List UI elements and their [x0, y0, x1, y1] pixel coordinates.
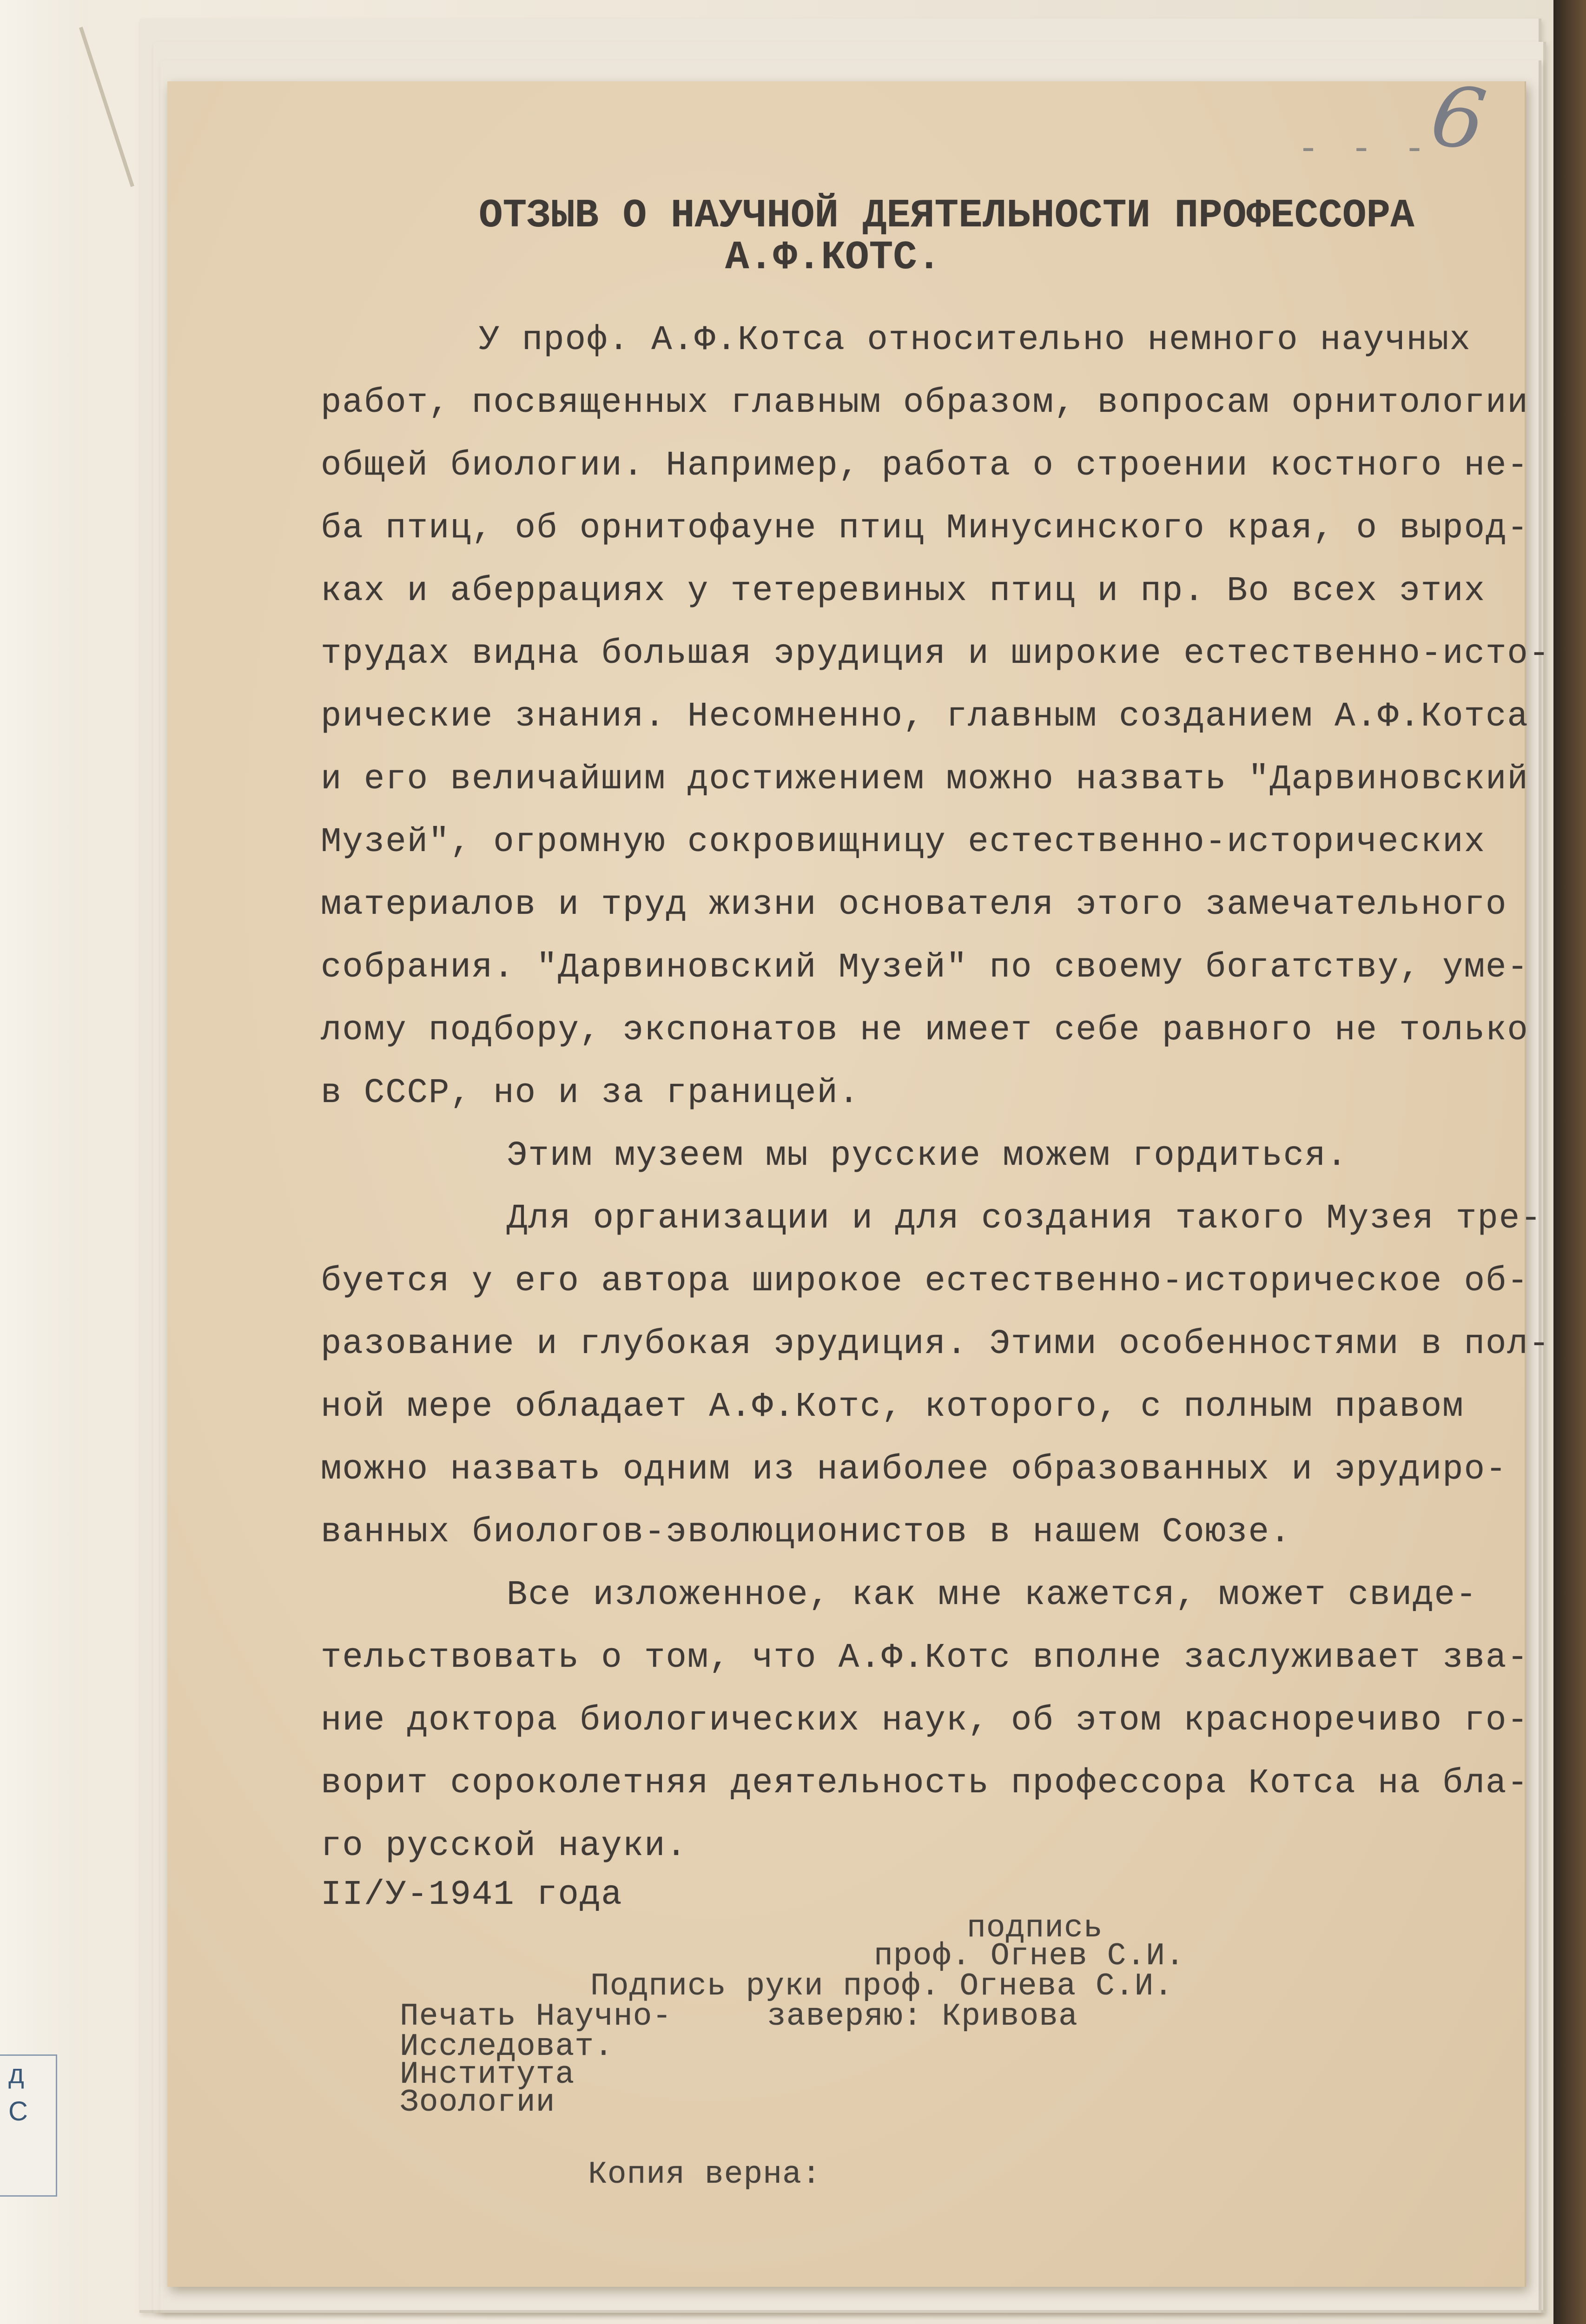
body-line: и его величайшим достижением можно назвать "Дарвиновский — [321, 760, 1529, 799]
seal-line-4: Зоологии — [400, 2085, 555, 2120]
binding-edge — [1553, 0, 1586, 2324]
body-line: ках и аберрациях у тетеревиных птиц и пр. Во всех этих — [321, 572, 1486, 611]
body-line: трудах видна большая эрудиция и широкие естественно-исто- — [321, 634, 1551, 673]
body-line: тельствовать о том, что А.Ф.Котс вполне заслуживает зва- — [321, 1638, 1529, 1677]
body-line: Музей", огромную сокровищницу естественно-исторических — [321, 823, 1486, 862]
signature-certification: Подпись руки проф. Огнева С.И. — [590, 1968, 1174, 2004]
body-line: Все изложенное, как мне кажется, может свиде- — [507, 1576, 1478, 1615]
body-line: собрания. "Дарвиновский Музей" по своему богатству, уме- — [321, 948, 1529, 987]
body-line: материалов и труд жизни основателя этого замечательного — [321, 885, 1507, 924]
seal-line-3: Института — [400, 2057, 575, 2093]
body-line: рические знания. Несомненно, главным созданием А.Ф.Котса — [321, 697, 1529, 736]
body-line: общей биологии. Например, работа о строении костного не- — [321, 446, 1529, 485]
body-line: разование и глубокая эрудиция. Этими особенностями в пол- — [321, 1325, 1551, 1364]
body-line: Для организации и для создания такого Музея тре- — [507, 1199, 1542, 1238]
body-line: ворит сороколетняя деятельность профессора Котса на бла- — [321, 1764, 1529, 1803]
body-line: работ, посвященных главным образом, вопросам орнитологии — [321, 383, 1529, 423]
body-line: Этим музеем мы русские можем гордиться. — [507, 1136, 1348, 1175]
body-line: ба птиц, об орнитофауне птиц Минусинского края, о вырод- — [321, 509, 1529, 548]
handwritten-page-number: 6 — [1425, 66, 1492, 170]
card-text-1: д — [8, 2059, 24, 2089]
body-line: У проф. А.Ф.Котса относительно немного научных — [479, 321, 1471, 360]
signature-label: подпись — [967, 1910, 1103, 1946]
body-line: буется у его автора широкое естественно-историческое об- — [321, 1262, 1529, 1301]
seal-line-1: Печать Научно- — [400, 1999, 672, 2034]
copy-verified-note: Копия верна: — [588, 2157, 821, 2192]
card-text-2: С — [8, 2096, 28, 2126]
body-line: ванных биологов-эволюционистов в нашем Союзе. — [321, 1513, 1292, 1552]
signer-name: проф. Огнев С.И. — [874, 1938, 1185, 1974]
body-line: лому подбору, экспонатов не имеет себе равного не только — [321, 1011, 1529, 1050]
certifier-name: заверяю: Кривова — [767, 1999, 1078, 2034]
body-line: го русской науки. — [321, 1827, 687, 1866]
left-page-strip — [0, 0, 88, 2324]
body-line: ние доктора биологических наук, об этом красноречиво го- — [321, 1701, 1529, 1740]
body-line: ной мере обладает А.Ф.Котс, которого, с полным правом — [321, 1387, 1464, 1426]
document-date: II/У-1941 года — [321, 1875, 623, 1915]
document-title-line-1: ОТЗЫВ О НАУЧНОЙ ДЕЯТЕЛЬНОСТИ ПРОФЕССОРА — [479, 193, 1414, 238]
seal-line-2: Исследоват. — [400, 2029, 614, 2065]
pencil-marks: - - - — [1302, 125, 1435, 169]
body-line: можно назвать одним из наиболее образованных и эрудиро- — [321, 1450, 1507, 1489]
body-line: в СССР, но и за границей. — [321, 1074, 860, 1113]
index-card-corner — [0, 2054, 57, 2197]
document-title-line-2: А.Ф.КОТС. — [725, 235, 941, 280]
